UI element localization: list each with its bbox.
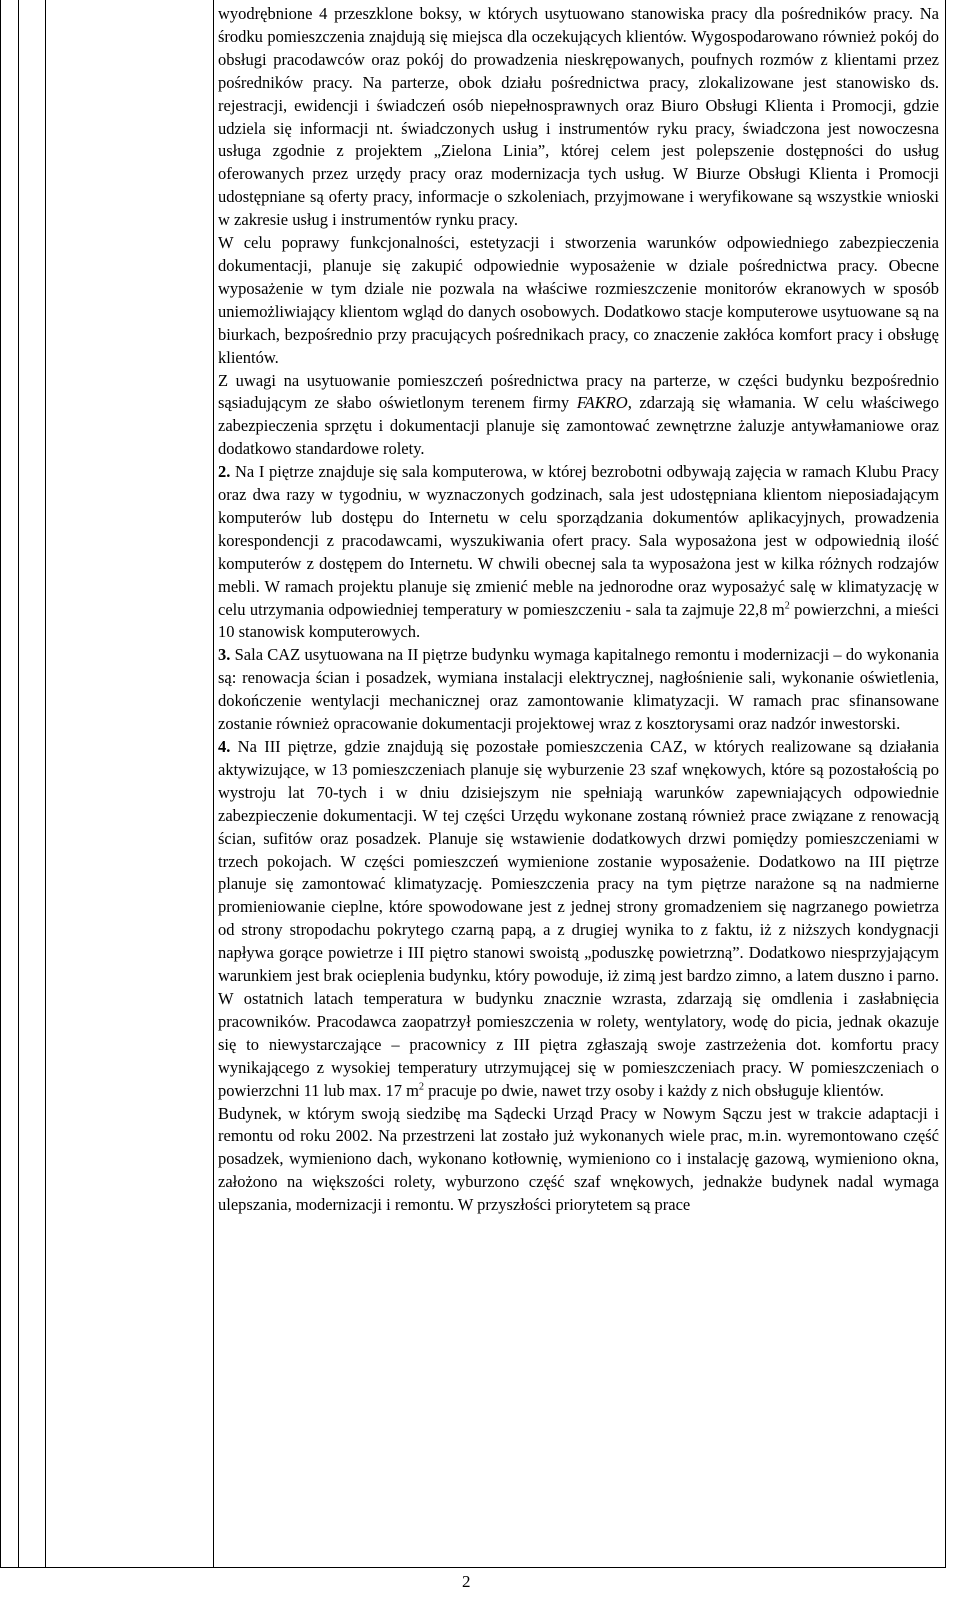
column-divider: [213, 0, 214, 1568]
text-run: Na III piętrze, gdzie znajdują się pozostałe pomieszczenia CAZ, w których realizowane są działania aktywizujące, w 13 pomieszczeniach planuje się wyburzenie 23 szaf wnękowych, które są pozostałością po wystroju lat 70-tych i w dniu dzisiejszym nie spełniają warunków zapewniających odpowiednie zabezpieczenie dokumentacji. W tej części Urzędu wykonane zostaną również prace związane z renowacją ścian, sufitów oraz posadzek. Planuje się wstawienie dodatkowych drzwi pomiędzy pomieszczeniami w trzech pokojach. W części pomieszczeń wymienione zostanie wyposażenie. Dodatkowo na III piętrze planuje się zamontować klimatyzację. Pomieszczenia pracy na tym piętrze narażone są na nadmierne promieniowanie cieplne, które spowodowane jest z jednej strony gromadzeniem się nagrzanego powietrza od strony stropodachu pokrytego czarną papą, a z drugiej wynika to z faktu, iż z niższych kondygnacji napływa gorące powietrze i III piętro stanowi swoistą „poduszkę powietrzną”. Dodatkowo niesprzyjającym warunkiem jest brak ocieplenia budynku, który powoduje, iż zimą jest bardzo zimno, a latem duszno i parno. W ostatnich latach temperatura w budynku znacznie wzrasta, zdarzają się omdlenia i zasłabnięcia pracowników. Pracodawca zaopatrzył pomieszczenia w rolety, wentylatory, wodę do picia, jednak okazuje się to niewystarczające – pracownicy z III piętra zgłaszają swoje zastrzeżenia dot. komfortu pracy wynikającego z wysokiej temperatury utrzymującej się w pomieszczeniach pracy. W pomieszczeniach o powierzchni 11 lub max. 17 m: [218, 737, 939, 1100]
text-sup: 2: [784, 600, 790, 612]
paragraph-p1: [218, 3, 939, 232]
paragraph-p6: [218, 736, 939, 1103]
text-run: W celu poprawy funkcjonalności, estetyzacji i stworzenia warunków odpowiedniego zabezpieczenia dokumentacji, planuje się zakupić odpowiednie wyposażenie w dziale pośrednictwa pracy. Obecne wyposażenie w tym dziale nie pozwala na właściwe rozmieszczenie monitorów ekranowych w sposób uniemożliwiający klientom wgląd do danych osobowych. Dodatkowo stacje komputerowe usytuowane są na biurkach, bezpośrednio przy pracujących pośrednikach pracy, co znaczenie zakłóca komfort pracy i obsługę klientów.: [218, 233, 939, 367]
text-run: Budynek, w którym swoją siedzibę ma Sądecki Urząd Pracy w Nowym Sączu jest w trakcie adaptacji i remontu od roku 2002. Na przestrzeni lat zostało już wykonanych wiele prac, m.in. wyremontowano część posadzek, wymieniono dach, wykonano kotłownię, wymieniono co i instalację gazową, wymieniono okna, założono na większości rolety, wyburzono część szaf wnękowych, jednakże budynek nadal wymaga ulepszania, modernizacji i remontu. W przyszłości priorytetem są prace: [218, 1103, 939, 1215]
paragraph-p4: [218, 461, 939, 644]
text-brand: FAKRO: [576, 393, 628, 413]
paragraph-p7: [218, 1103, 939, 1218]
column-divider: [18, 0, 19, 1568]
text-num: 2.: [218, 462, 231, 482]
page-number: 2: [462, 1572, 471, 1591]
text-sup: 2: [419, 1081, 425, 1093]
text-run: wyodrębnione 4 przeszklone boksy, w których usytuowano stanowiska pracy dla pośredników pracy. Na środku pomieszczenia znajdują się miejsca dla oczekujących klientów. Wygospodarowano również pokój do obsługi pracodawców oraz pokój do prowadzenia nieskrępowanych, poufnych rozmów z klientami przez pośredników pracy. Na parterze, obok działu pośrednictwa pracy, zlokalizowane jest stanowisko ds. rejestracji, ewidencji i świadczeń osób niepełnosprawnych oraz Biuro Obsługi Klienta i Promocji, gdzie udziela się informacji nt. świadczonych usług i instrumentów ryku pracy, świadczona jest nowoczesna usługa zgodnie z projektem „Zielona Linia”, której celem jest polepszenie dostępności do usług oferowanych przez urzędy pracy oraz modernizacja tych usług. W Biurze Obsługi Klienta i Promocji udostępniane są oferty pracy, informacje o szkoleniach, przyjmowane i weryfikowane są wszystkie wnioski w zakresie usług i instrumentów rynku pracy.: [218, 4, 939, 230]
text-run: powierzchni, a mieści 10 stanowisk komputerowych.: [218, 599, 940, 642]
paragraph-p3: [218, 370, 939, 462]
document-body-text: [218, 3, 939, 1217]
paragraph-p5: [218, 644, 939, 736]
text-run: Z uwagi na usytuowanie pomieszczeń pośrednictwa pracy na parterze, w części budynku bezpośrednio sąsiadującym ze słabo oświetlonym terenem firmy: [218, 370, 939, 413]
text-run: Sala CAZ usytuowana na II piętrze budynku wymaga kapitalnego remontu i modernizacji – do wykonania są: renowacja ścian i posadzek, wymiana instalacji elektrycznej, nagłośnienie sali, wykonanie oświetlenia, dokończenie wentylacji mechanicznej oraz zamontowanie klimatyzacji. W ramach prac sfinansowane zostanie również opracowanie dokumentacji projektowej wraz z kosztorysami oraz nadzór inwestorski.: [218, 645, 939, 734]
text-run: , zdarzają się włamania. W celu właściwego zabezpieczenia sprzętu i dokumentacji planuje się zamontować zewnętrzne żaluzje antywłamaniowe oraz dodatkowo standardowe rolety.: [218, 393, 940, 459]
text-run: pracuje po dwie, nawet trzy osoby i każdy z nich obsługuje klientów.: [424, 1080, 884, 1100]
text-num: 4.: [218, 737, 231, 756]
column-divider: [45, 0, 46, 1568]
text-run: Na I piętrze znajduje się sala komputerowa, w której bezrobotni odbywają zajęcia w ramach Klubu Pracy oraz dwa razy w tygodniu, w wyznaczonych godzinach, sala jest udostępniana klientom nieposiadającym komputerów lub dostępu do Internetu w celu sporządzania dokumentów aplikacyjnych, prowadzenia korespondencji z pracodawcami, wyszukiwania ofert pracy. Sala wyposażona jest w odpowiednią ilość komputerów z dostępem do Internetu. W chwili obecnej sala ta wyposażona jest w kilka różnych rodzajów mebli. W ramach projektu planuje się zmienić meble na jednorodne oraz wyposażyć salę w klimatyzację w celu utrzymania odpowiedniej temperatury w pomieszczeniu - sala ta zajmuje 22,8 m: [218, 462, 939, 619]
text-num: 3.: [218, 645, 231, 665]
paragraph-p2: [218, 232, 939, 369]
